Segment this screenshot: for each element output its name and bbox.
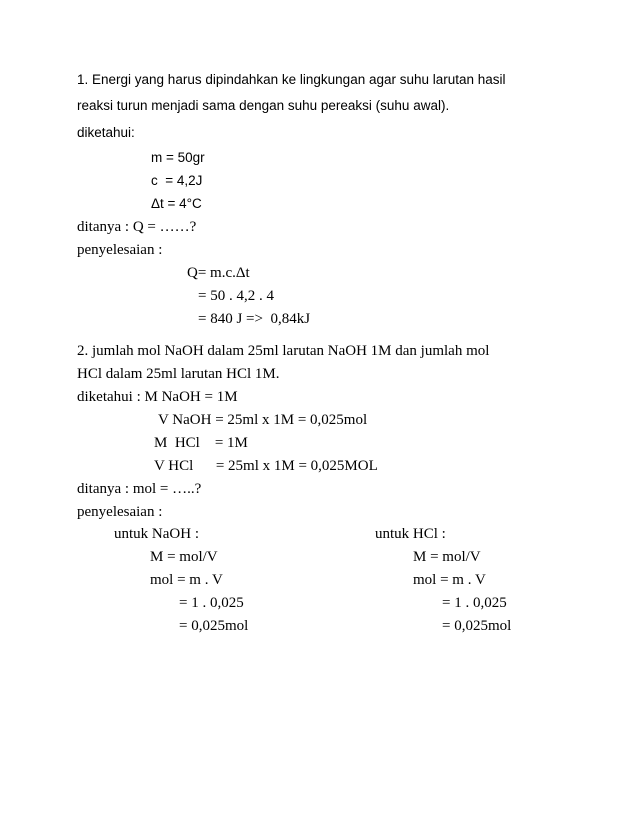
s1-temp-change-value: Δt = 4°C <box>151 196 202 211</box>
s1-diketahui-label: diketahui: <box>77 125 135 140</box>
s1-heat-capacity-value: c = 4,2J <box>151 173 203 188</box>
s1-equation-2: = 50 . 4,2 . 4 <box>198 288 274 304</box>
s2-question-line-2: HCl dalam 25ml larutan HCl 1M. <box>77 366 280 382</box>
s1-equation-3: = 840 J => 0,84kJ <box>198 311 311 327</box>
s2-question-line-1: 2. jumlah mol NaOH dalam 25ml larutan NaOH 1M dan jumlah mol <box>77 343 490 359</box>
s1-ditanya-line: ditanya : Q = ……? <box>77 219 197 235</box>
s2-v-naoh-line: V NaOH = 25ml x 1M = 0,025mol <box>158 412 368 428</box>
hcl-equation-3: = 1 . 0,025 <box>442 595 507 611</box>
s2-ditanya-line: ditanya : mol = …..? <box>77 481 202 497</box>
naoh-equation-4: = 0,025mol <box>179 618 249 634</box>
hcl-column-title: untuk HCl : <box>375 526 446 542</box>
s2-diketahui-line: diketahui : M NaOH = 1M <box>77 389 238 405</box>
naoh-equation-2: mol = m . V <box>150 572 223 588</box>
s2-penyelesaian-label: penyelesaian : <box>77 504 163 520</box>
s2-m-hcl-line: M HCl = 1M <box>154 435 248 451</box>
naoh-equation-3: = 1 . 0,025 <box>179 595 244 611</box>
hcl-equation-4: = 0,025mol <box>442 618 512 634</box>
hcl-equation-1: M = mol/V <box>413 549 481 565</box>
s1-penyelesaian-label: penyelesaian : <box>77 242 163 258</box>
s1-mass-value: m = 50gr <box>151 150 205 165</box>
naoh-equation-1: M = mol/V <box>150 549 218 565</box>
s1-equation-1: Q= m.c.Δt <box>187 265 250 281</box>
hcl-equation-2: mol = m . V <box>413 572 486 588</box>
s2-v-hcl-line: V HCl = 25ml x 1M = 0,025MOL <box>154 458 378 474</box>
s1-question-line-2: reaksi turun menjadi sama dengan suhu pereaksi (suhu awal). <box>77 98 450 113</box>
naoh-column-title: untuk NaOH : <box>114 526 199 542</box>
s1-question-line-1: 1. Energi yang harus dipindahkan ke lingkungan agar suhu larutan hasil <box>77 72 506 87</box>
